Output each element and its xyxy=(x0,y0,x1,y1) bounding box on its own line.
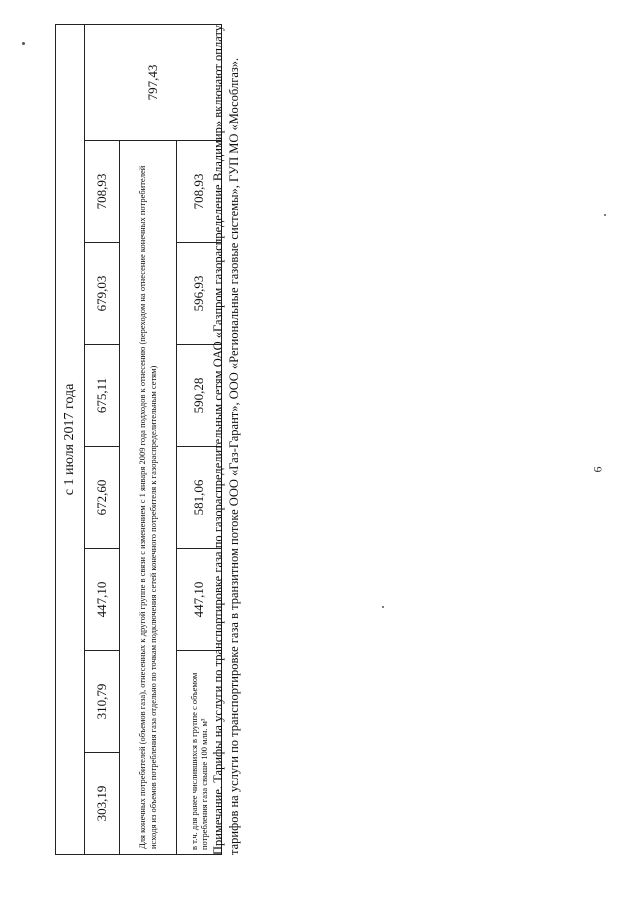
value-cell: 675,11 xyxy=(85,345,120,447)
value-cell: 672,60 xyxy=(85,447,120,549)
scan-speck xyxy=(604,214,606,216)
value-cell: 679,03 xyxy=(85,243,120,345)
value-cell: 447,10 xyxy=(177,549,222,651)
value-cell: 596,93 xyxy=(177,243,222,345)
value-cell: 581,06 xyxy=(177,447,222,549)
description-cell: Для конечных потребителей (объемов газа), отнесенных к другой группе в связи с изменением с 1 января 2009 года подходов к отнесению (переходом на отнесение конечных потребителей исходя из объемов потребления газа отдельно по точкам подключения сетей конечного потребителя к газораспределительным сетям) xyxy=(120,141,177,855)
table-row xyxy=(120,24,177,854)
table-row xyxy=(85,24,120,854)
value-cell: 590,28 xyxy=(177,345,222,447)
value-cell: 310,79 xyxy=(85,651,120,753)
value-cell-merged: 797,43 xyxy=(85,24,222,140)
table-header-row xyxy=(56,24,85,854)
note-text: Примечание. Тарифы на услуги по транспортировке газа по газораспределительным сетям ОАО «Газпром газораспределение Владимир» включают оплату тарифов на услуги по транспортировке газа в транзитном потоке ООО «Газ-Гарант», ООО «Региональные газовые системы», ГУП МО «Мособлгаз». xyxy=(211,25,241,855)
value-cell: 708,93 xyxy=(85,141,120,243)
subrow-label: в т.ч. для ранее числившихся в группе с объемом потребления газа свыше 100 млн. м³ xyxy=(177,651,222,855)
scan-speck xyxy=(382,606,384,608)
value-cell: 708,93 xyxy=(177,141,222,243)
value-cell: 303,19 xyxy=(85,753,120,855)
value-cell: 447,10 xyxy=(85,549,120,651)
tariff-table xyxy=(55,24,222,855)
period-header: с 1 июля 2017 года xyxy=(56,24,85,854)
rotated-page-content xyxy=(30,0,330,870)
scan-speck xyxy=(22,42,25,45)
note-paragraph xyxy=(210,25,242,855)
page-number: 6 xyxy=(590,466,605,473)
